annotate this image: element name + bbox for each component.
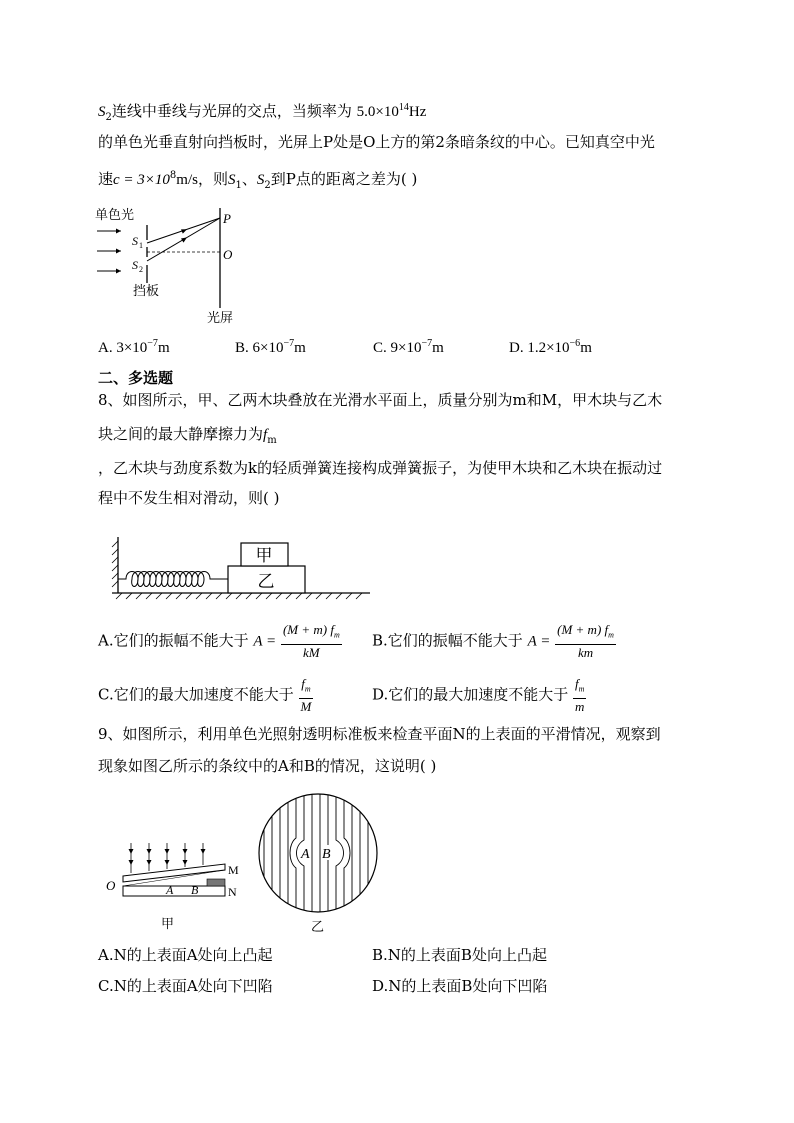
q7-option-b[interactable]: B. $6\times 10^{-7}m$ (235, 338, 306, 356)
q7-option-a[interactable]: A. $3\times 10^{-7}m$ (98, 338, 170, 356)
spring-oscillator-figure (108, 535, 373, 600)
q8-option-a[interactable]: A.它们的振幅不能大于 A = $\frac{(M + m) f_m}{kM}$ (98, 622, 340, 660)
label-screen: 光屏 (207, 310, 234, 325)
q8-line-2: 块之间的最大静摩擦力为$f_m$ (98, 425, 277, 446)
caption-jia: 甲 (161, 916, 175, 931)
q9-option-c[interactable]: C.N的上表面A处向下凹陷 (98, 977, 273, 995)
svg-text:1: 1 (139, 241, 143, 250)
caption-yi: 乙 (311, 919, 325, 934)
label-m: M (228, 863, 239, 877)
label-yi: 乙 (257, 572, 275, 591)
label-b: B (191, 883, 199, 897)
q8-option-b[interactable]: B.它们的振幅不能大于 A = $\frac{(M + m) f_m}{km}$ (372, 622, 614, 660)
q7-line-2: 的单色光垂直射向挡板时，光屏上P处是O上方的第2条暗条纹的中心。已知真空中光 (98, 133, 655, 151)
label-s1: S (132, 234, 138, 248)
q8-option-c[interactable]: C.它们的最大加速度不能大于 $\frac{f_m}{M}$ (98, 676, 312, 714)
air-wedge-figure (103, 838, 243, 933)
q8-line-1: 8、如图所示，甲、乙两木块叠放在光滑水平面上，质量分别为m和M，甲木块与乙木 (98, 391, 663, 409)
label-a: A (301, 847, 310, 862)
q9-option-b[interactable]: B.N的上表面B处向上凸起 (372, 946, 547, 964)
label-monochromatic-light: 单色光 (95, 207, 135, 222)
label-o: O (106, 878, 116, 893)
label-o: O (223, 247, 233, 262)
section-heading-multiple-choice: 二、多选题 (98, 369, 174, 387)
label-s2: S (132, 258, 138, 272)
svg-text:2: 2 (139, 265, 143, 274)
fringe-pattern-figure (256, 790, 381, 935)
q9-option-a[interactable]: A.N的上表面A处向上凸起 (98, 946, 273, 964)
q7-option-c[interactable]: C. $9\times 10^{-7}m$ (373, 338, 444, 356)
label-p: P (223, 211, 231, 226)
q7-option-d[interactable]: D. $1.2\times 10^{-6}m$ (509, 338, 592, 356)
label-barrier: 挡板 (133, 283, 160, 298)
double-slit-figure (95, 203, 255, 328)
label-b: B (322, 847, 331, 862)
q8-line-4: 程中不发生相对滑动，则( ) (98, 489, 280, 507)
q9-option-d[interactable]: D.N的上表面B处向下凹陷 (372, 977, 548, 995)
label-a: A (166, 883, 174, 897)
q9-line-1: 9、如图所示，利用单色光照射透明标准板来检查平面N的上表面的平滑情况，观察到 (98, 725, 661, 743)
q7-line-1: $S_2$连线中垂线与光屏的交点，当频率为 $5.0\times 10^{14}Hz$ (98, 102, 427, 123)
q9-line-2: 现象如图乙所示的条纹中的A和B的情况，这说明( ) (98, 757, 437, 775)
label-n: N (228, 885, 237, 899)
q8-line-3: ，乙木块与劲度系数为k的轻质弹簧连接构成弹簧振子，为使甲木块和乙木块在振动过 (98, 459, 663, 477)
label-jia: 甲 (255, 546, 273, 565)
q7-line-3: 速$c = 3\times 10^8m/s$，则$S_1$、$S_2$到P点的距离之差为( ) (98, 170, 418, 191)
q8-option-d[interactable]: D.它们的最大加速度不能大于 $\frac{f_m}{m}$ (372, 676, 585, 714)
